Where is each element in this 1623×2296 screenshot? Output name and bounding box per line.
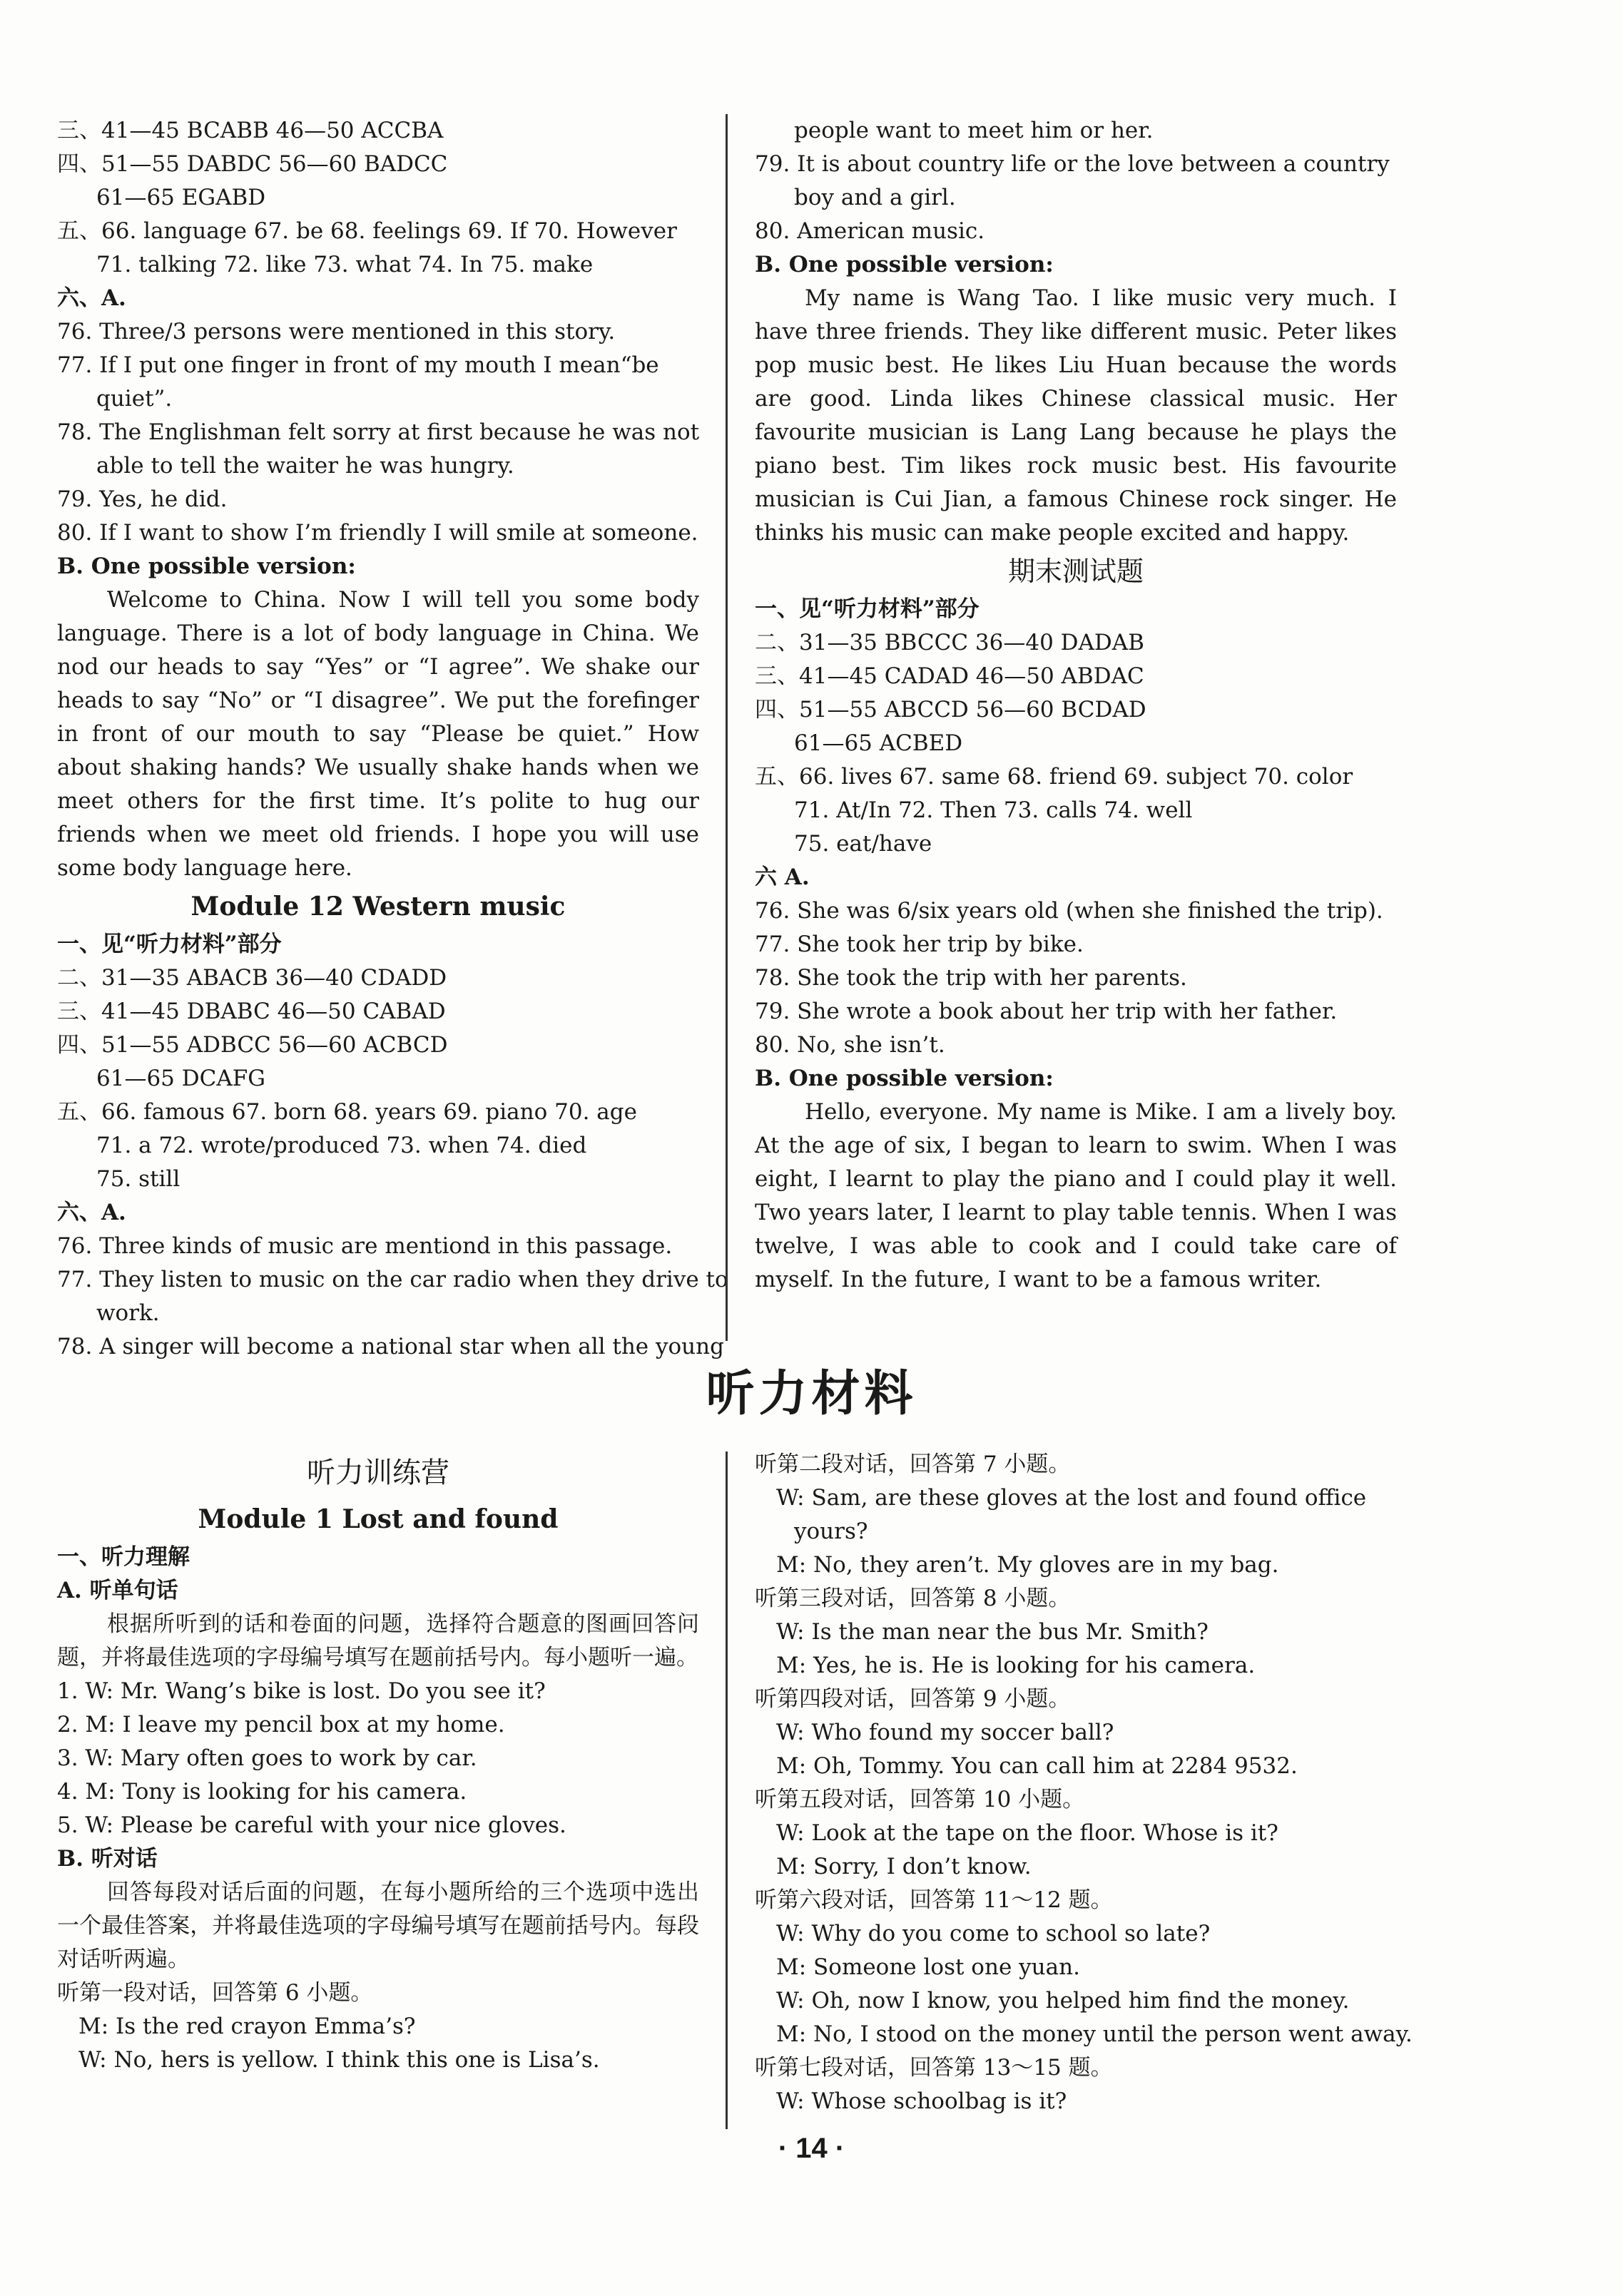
instructions: 回答每段对话后面的问题，在每小题所给的三个选项中选出一个最佳答案，并将最佳选项的字母编号填写在题前括号内。每段对话听两遍。 (57, 1879, 699, 1972)
transcript-line: yours? (794, 1519, 868, 1544)
training-camp-heading: 听力训练营 (307, 1456, 449, 1489)
answer-line: boy and a girl. (794, 185, 956, 210)
answer-line: 二、31—35 BBCCC 36—40 DADAB (755, 630, 1144, 655)
answer-line: 二、31—35 ABACB 36—40 CDADD (57, 965, 447, 991)
transcript-line: W: Why do you come to school so late? (776, 1921, 1211, 1947)
answer-line: 61—65 DCAFG (96, 1066, 265, 1091)
answer-line: 71. At/In 72. Then 73. calls 74. well (794, 797, 1193, 823)
transcript-line: M: Sorry, I don’t know. (776, 1854, 1032, 1879)
sample-essay: Welcome to China. Now I will tell you some body language. There is a lot of body language in China. We nod our heads to say “Yes” or “I agree”. We shake our heads to say “No” or “I disagree”. We put the forefinger in front of our mouth to say “Please be quiet.” How about shaking hands? We usually shake hands when we meet others for the first time. It’s polite to hug our friends when we meet old friends. I hope you will use some body language here. (57, 587, 699, 881)
transcript-line: 5. W: Please be careful with your nice gloves. (57, 1812, 566, 1838)
answer-line: 四、51—55 ADBCC 56—60 ACBCD (57, 1032, 448, 1058)
dialogue-heading: 听第二段对话，回答第 7 小题。 (755, 1451, 1071, 1477)
transcript-line: W: Oh, now I know, you helped him find the money. (776, 1988, 1350, 2014)
listening-right-column (755, 1448, 1413, 2118)
transcript-line: M: Yes, he is. He is looking for his camera. (776, 1653, 1256, 1678)
answer-line: 71. a 72. wrote/produced 73. when 74. died (96, 1133, 587, 1158)
answer-line: 五、66. famous 67. born 68. years 69. piano 70. age (57, 1099, 637, 1125)
sample-essay: Hello, everyone. My name is Mike. I am a lively boy. At the age of six, I began to learn to swim. When I was eight, I learnt to play the piano and I could play it well. Two years later, I learnt to play table tennis. When I was twelve, I was able to cook and I could take care of myself. In the future, I want to be a famous writer. (755, 1099, 1397, 1292)
answer-line: people want to meet him or her. (794, 118, 1154, 143)
answer-line: 71. talking 72. like 73. what 74. In 75. make (96, 252, 594, 277)
transcript-line: 2. M: I leave my pencil box at my home. (57, 1712, 505, 1738)
dialogue-heading: 听第六段对话，回答第 11～12 题。 (755, 1887, 1113, 1913)
answer-line: 76. Three/3 persons were mentioned in this story. (57, 319, 616, 345)
answer-line: 77. She took her trip by bike. (755, 932, 1084, 957)
answer-line: 80. No, she isn’t. (755, 1032, 945, 1058)
answer-line: 79. Yes, he did. (57, 486, 228, 512)
section-label: 一、见“听力材料”部分 (755, 596, 980, 622)
section-label: 一、见“听力材料”部分 (57, 932, 282, 957)
instructions: 根据所听到的话和卷面的问题，选择符合题意的图画回答问题，并将最佳选项的字母编号填写在题前括号内。每小题听一遍。 (57, 1611, 699, 1670)
section-label: B. One possible version: (755, 1066, 1054, 1091)
transcript-line: W: Sam, are these gloves at the lost and found office (776, 1485, 1367, 1511)
transcript-line: W: Look at the tape on the floor. Whose is it? (776, 1820, 1278, 1846)
answer-line: 78. A singer will become a national star when all the young (57, 1334, 724, 1359)
answer-line: quiet”. (96, 386, 173, 412)
answer-line: 77. If I put one finger in front of my mouth I mean“be (57, 352, 659, 378)
transcript-line: M: No, they aren’t. My gloves are in my bag. (776, 1552, 1279, 1578)
dialogue-heading: 听第四段对话，回答第 9 小题。 (755, 1686, 1071, 1712)
answer-line: 五、66. language 67. be 68. feelings 69. If 70. However (57, 218, 677, 244)
section-label: 六 A. (755, 864, 810, 890)
transcript-line: M: Someone lost one yuan. (776, 1954, 1080, 1980)
listening-left-column (57, 1448, 699, 2077)
section-label: A. 听单句话 (57, 1578, 178, 1603)
answer-line: 80. If I want to show I’m friendly I will smile at someone. (57, 520, 698, 546)
module-heading: Module 12 Western music (190, 892, 566, 922)
section-label: B. One possible version: (755, 252, 1054, 277)
answer-line: 78. The Englishman felt sorry at first because he was not (57, 419, 700, 445)
answer-line: able to tell the waiter he was hungry. (96, 453, 514, 479)
final-test-heading: 期末测试题 (1007, 556, 1144, 587)
section-label: 一、听力理解 (57, 1544, 190, 1570)
transcript-line: M: Is the red crayon Emma’s? (78, 2014, 416, 2039)
answer-line: 61—65 EGABD (96, 185, 266, 210)
answer-line: 三、41—45 DBABC 46—50 CABAD (57, 999, 446, 1024)
section-label: 六、A. (57, 1200, 126, 1225)
answer-line: 77. They listen to music on the car radio when they drive to (57, 1267, 728, 1292)
column-divider (726, 114, 728, 1341)
transcript-line: M: No, I stood on the money until the person went away. (776, 2021, 1413, 2047)
section-label: 六、A. (57, 285, 126, 311)
answer-line: 79. It is about country life or the love between a country (755, 151, 1390, 177)
section-label: B. One possible version: (57, 553, 356, 579)
answer-line: 四、51—55 ABCCD 56—60 BCDAD (755, 697, 1146, 723)
answer-line: 75. eat/have (794, 831, 932, 857)
column-divider (726, 1451, 728, 2129)
answer-line: 76. She was 6/six years old (when she finished the trip). (755, 898, 1383, 924)
answers-left-column (57, 114, 728, 1364)
dialogue-heading: 听第七段对话，回答第 13～15 题。 (755, 2055, 1113, 2081)
transcript-line: 1. W: Mr. Wang’s bike is lost. Do you see it? (57, 1678, 546, 1704)
answers-right-column (755, 114, 1397, 1297)
dialogue-heading: 听第五段对话，回答第 10 小题。 (755, 1787, 1085, 1812)
answer-line: 三、41—45 CADAD 46—50 ABDAC (755, 663, 1144, 689)
dialogue-heading: 听第一段对话，回答第 6 小题。 (57, 1980, 373, 2006)
module-heading: Module 1 Lost and found (198, 1504, 559, 1534)
transcript-line: 3. W: Mary often goes to work by car. (57, 1745, 477, 1771)
sample-essay: My name is Wang Tao. I like music very much. I have three friends. They like different music. Peter likes pop music best. He likes Liu Huan because the words are good. Linda likes Chinese classical music. Her favourite musician is Lang Lang because he plays the piano best. Tim likes rock music best. His favourite musician is Cui Jian, a famous Chinese rock singer. He thinks his music can make people excited and happy. (755, 285, 1397, 546)
transcript-line: W: Whose schoolbag is it? (776, 2088, 1067, 2114)
answer-line: 79. She wrote a book about her trip with her father. (755, 999, 1338, 1024)
answer-line: 三、41—45 BCABB 46—50 ACCBA (57, 118, 444, 143)
answer-line: 五、66. lives 67. same 68. friend 69. subject 70. color (755, 764, 1353, 790)
answer-line: work. (96, 1300, 160, 1326)
section-label: B. 听对话 (57, 1846, 158, 1872)
answer-line: 61—65 ACBED (794, 730, 963, 756)
answer-line: 四、51—55 DABDC 56—60 BADCC (57, 151, 448, 177)
answer-line: 78. She took the trip with her parents. (755, 965, 1187, 991)
answer-line: 75. still (96, 1166, 180, 1192)
transcript-line: W: Who found my soccer ball? (776, 1720, 1114, 1745)
transcript-line: W: Is the man near the bus Mr. Smith? (776, 1619, 1209, 1645)
page-number: · 14 · (778, 2133, 845, 2164)
transcript-line: 4. M: Tony is looking for his camera. (57, 1779, 467, 1805)
transcript-line: W: No, hers is yellow. I think this one is Lisa’s. (78, 2047, 600, 2073)
answer-line: 76. Three kinds of music are mentiond in this passage. (57, 1233, 673, 1259)
dialogue-heading: 听第三段对话，回答第 8 小题。 (755, 1586, 1071, 1611)
transcript-line: M: Oh, Tommy. You can call him at 2284 9532. (776, 1753, 1298, 1779)
answer-line: 80. American music. (755, 218, 985, 244)
listening-materials-title: 听力材料 (706, 1366, 917, 1422)
